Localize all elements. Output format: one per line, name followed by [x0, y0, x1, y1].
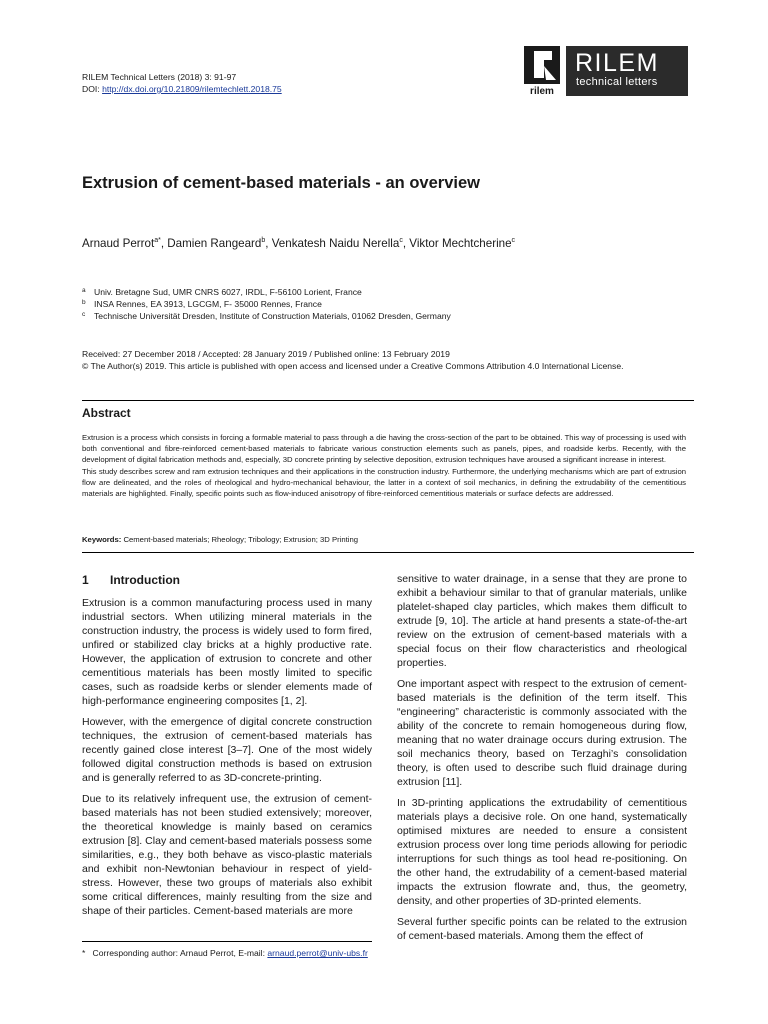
publication-dates: Received: 27 December 2018 / Accepted: 28 January 2019 / Published online: 13 February 2019 [82, 349, 450, 359]
body-paragraph: However, with the emergence of digital concrete construction techniques, the extrusion of cement-based materials has recently gained close interest [3–7]. One of the most widely followed digital construction methods is based on extrusion and is generally referred to as 3D-concrete-printing. [82, 716, 372, 784]
doi-label: DOI: [82, 84, 103, 94]
logo-mark-text: rilem [530, 86, 554, 96]
author-name: Arnaud Perrot [82, 237, 155, 250]
logo-text-small: technical letters [576, 76, 658, 88]
body-paragraph: sensitive to water drainage, in a sense that they are prone to exhibit a behaviour similar to that of granular materials, unlike platelet-shaped clay particles, which makes them difficult to extrude [9, 10]. The article at hand presents a state-of-the-art review on the extrusion of cement-based materials with a special focus on their flow characteristics and rheological properties. [397, 573, 687, 669]
paper-title: Extrusion of cement-based materials - an overview [82, 174, 480, 192]
affiliation-item [82, 286, 451, 298]
affiliation-text: Technische Universität Dresden, Institute of Construction Materials, 01062 Dresden, Germany [94, 311, 451, 321]
author-affil-mark: a* [154, 237, 161, 245]
author-affil-mark: c [511, 237, 516, 245]
author-separator: , [265, 237, 272, 250]
author-name: Venkatesh Naidu Nerella [271, 237, 400, 250]
abstract-heading: Abstract [82, 406, 131, 420]
keywords-line [82, 534, 358, 545]
doi-link[interactable]: http://dx.doi.org/10.21809/rilemtechlett.2018.75 [102, 84, 282, 94]
doi-line [82, 83, 282, 95]
abstract-bottom-rule [82, 552, 694, 553]
affiliation-symbol: c [82, 311, 86, 318]
body-column-right [397, 572, 687, 950]
author-name: Damien Rangeard [167, 237, 262, 250]
journal-citation: RILEM Technical Letters (2018) 3: 91-97 [82, 72, 237, 82]
author-separator: , [160, 237, 168, 250]
keywords-label: Keywords: [82, 535, 122, 544]
keywords-list: Cement-based materials; Rheology; Tribology; Extrusion; 3D Printing [123, 535, 359, 544]
abstract-paragraph: This study describes screw and ram extrusion techniques and their applications in the construction industry. Furthermore, the underlying mechanisms which are part of extrusion flow are delineated, and the roles of rheological and hydro-mechanical behaviour, the latter in a context of soil mechanics, in defining the extrudability of the cementitious materials are highlighted. Finally, specific points such as flow-induced anisotropy of fibre-reinforced cementitious materials or surface defects are addressed. [82, 466, 686, 499]
abstract-body [82, 432, 686, 499]
body-paragraph: Extrusion is a common manufacturing process used in many industrial sectors. When utilizing mineral materials in the construction industry, the process is widely used to form fired, unfired or stabilized clay bricks at a highly productive rate. However, the application of extrusion to concrete and other cementitious materials has been mostly limited to specific cases, such as roadside kerbs or slender elements made of high-performance engineering composites [1, 2]. [82, 597, 372, 707]
affiliation-item [82, 298, 451, 310]
rilem-mark-icon [522, 46, 562, 96]
logo-text-big: RILEM [575, 49, 659, 77]
author-list [82, 237, 515, 250]
author-name: Viktor Mechtcherine [409, 237, 512, 250]
affiliation-symbol: b [82, 299, 86, 306]
author-separator: , [402, 237, 410, 250]
section-title: Introduction [110, 573, 180, 587]
body-paragraph: Several further specific points can be related to the extrusion of cement-based materials. Among them the effect of [397, 916, 687, 942]
journal-header [82, 71, 282, 95]
abstract-paragraph: Extrusion is a process which consists in forcing a formable material to pass through a die having the cross-section of the part to be obtained. This way of processing is used with both conventional and fibre-reinforced cement-based materials to fabricate various construction elements such as panels, pipes, and roadside kerbs. Recently, with the development of digital fabrication methods and, especially, 3D concrete printing by selective deposition, extrusion techniques have aroused a significant increase in interest. [82, 433, 686, 465]
affiliation-text: INSA Rennes, EA 3913, LGCGM, F- 35000 Rennes, France [94, 299, 322, 309]
footnote-text: Corresponding author: Arnaud Perrot, E-mail: [92, 948, 268, 958]
affiliation-text: Univ. Bretagne Sud, UMR CNRS 6027, IRDL, F-56100 Lorient, France [94, 287, 362, 297]
footnote [82, 947, 368, 959]
body-paragraph: Due to its relatively infrequent use, the extrusion of cement-based materials has not been studied extensively; moreover, the theoretical knowledge is mainly based on ceramics extrusion [8]. Clay and cement-based materials possess some similarities, e.g., they both behave as visco-plastic materials and exhibit non-Newtonian behaviour in respect of yield-stress. However, these two groups of materials also exhibit some critical differences, mainly resulting from the size and shape of their particles. Cement-based materials are more [82, 793, 372, 917]
section-heading [82, 572, 372, 588]
body-column-left [82, 572, 372, 925]
body-paragraph: In 3D-printing applications the extrudability of cementitious materials plays a decisive role. On one hand, systematically optimised mixtures are needed to ensure a consistent extrusion process over long time periods allowing for periodic interruptions for such things as tool head re-positioning. On the other hand, the extrudability of a cement-based material impacts the extrusion flowrate and, thus, the geometry, density, and other properties of 3D-printed elements. [397, 797, 687, 907]
footnote-rule [82, 941, 372, 942]
footnote-symbol: * [82, 948, 86, 958]
author-affil-mark: c [399, 237, 403, 245]
abstract-top-rule [82, 400, 694, 401]
affiliation-item [82, 310, 451, 322]
author-affil-mark: b [261, 237, 266, 245]
publication-info [82, 348, 624, 372]
logo-box [566, 46, 688, 96]
rilem-logo [522, 46, 688, 96]
affiliation-list [82, 286, 451, 322]
author-email-link[interactable]: arnaud.perrot@univ-ubs.fr [267, 948, 368, 958]
license-statement: © The Author(s) 2019. This article is published with open access and licensed under a Creative Commons Attribution 4.0 International License. [82, 361, 624, 371]
body-paragraph: One important aspect with respect to the extrusion of cement-based materials is the definition of the term itself. This “engineering” characteristic is commonly associated with the ability of the concrete to remain homogeneous during flow, meaning that no water drainage occurs during extrusion. The soil mechanics theory, based on Terzaghi’s consolidation theory, is often used to describe such fluid drainage during extrusion [11]. [397, 678, 687, 788]
affiliation-symbol: a [82, 287, 86, 294]
section-number: 1 [82, 573, 89, 587]
